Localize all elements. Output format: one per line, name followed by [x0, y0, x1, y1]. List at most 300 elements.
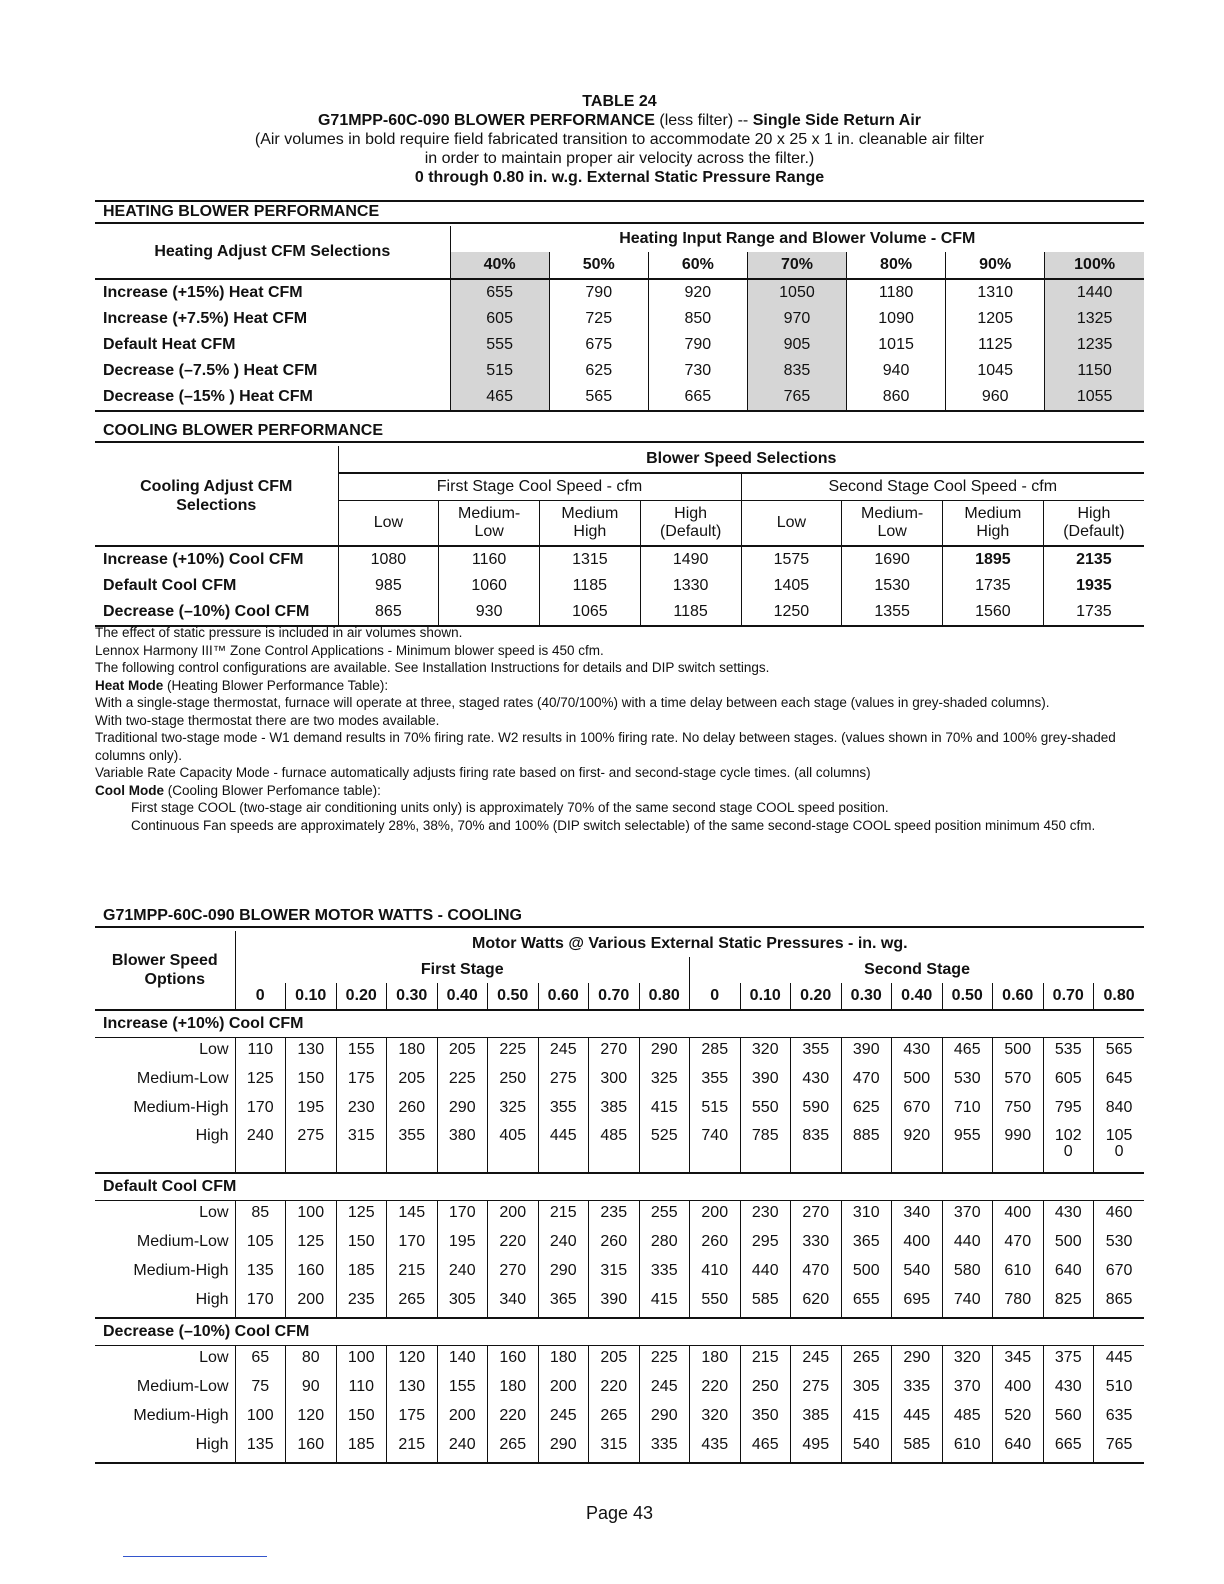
speed-option-label: Medium-High — [95, 1096, 235, 1125]
table-row — [95, 1259, 1144, 1288]
watts-first-stage: First Stage — [420, 961, 504, 978]
watts-cell: 795 — [1043, 1096, 1094, 1125]
watts-cell: 235 — [336, 1288, 387, 1318]
second-stage-header: Second Stage Cool Speed - cfm — [741, 473, 1144, 501]
cooling-cell: 1185 — [540, 573, 641, 599]
watts-cell: 215 — [387, 1259, 438, 1288]
note: Lennox Harmony III™ Zone Control Applications - Minimum blower speed is 450 cfm. — [95, 642, 604, 658]
watts-cell: 320 — [740, 1038, 791, 1068]
watts-cell: 200 — [437, 1404, 488, 1433]
watts-cell: 275 — [791, 1375, 842, 1404]
heating-cell: 790 — [549, 279, 648, 306]
cooling-cell: 1575 — [741, 546, 842, 573]
watts-cell: 180 — [538, 1346, 589, 1376]
heating-row-label: Increase (+7.5%) Heat CFM — [103, 310, 308, 327]
watts-cell: 265 — [589, 1404, 640, 1433]
watts-cell: 220 — [488, 1404, 539, 1433]
watts-cell: 390 — [589, 1288, 640, 1318]
watts-cell: 390 — [841, 1038, 892, 1068]
cooling-cell: 1935 — [1043, 573, 1144, 599]
heating-cell: 1325 — [1045, 306, 1144, 332]
watts-cell: 485 — [942, 1404, 993, 1433]
column-line: Medium — [964, 505, 1022, 522]
watts-cell: 430 — [791, 1067, 842, 1096]
watts-cell: 185 — [336, 1433, 387, 1463]
watts-cell: 780 — [993, 1288, 1044, 1318]
watts-cell: 840 — [1094, 1096, 1145, 1125]
watts-cell: 990 — [993, 1125, 1044, 1173]
watts-cell: 120 — [387, 1346, 438, 1376]
watts-cell: 345 — [993, 1346, 1044, 1376]
watts-cell: 220 — [488, 1230, 539, 1259]
heating-cell: 1125 — [946, 332, 1045, 358]
speed-option-label: High — [95, 1288, 235, 1318]
cooling-row-label: Decrease (–10%) Cool CFM — [95, 599, 338, 626]
watts-cell: 270 — [589, 1038, 640, 1068]
watts-cell: 290 — [538, 1259, 589, 1288]
watts-cell: 315 — [336, 1125, 387, 1173]
table-row — [95, 1230, 1144, 1259]
watts-cell: 155 — [437, 1375, 488, 1404]
watts-cell: 355 — [387, 1125, 438, 1173]
cool-mode-label: Cool Mode — [95, 782, 164, 798]
watts-cell: 435 — [690, 1433, 741, 1463]
watts-cell: 330 — [791, 1230, 842, 1259]
pressure-header: 0.80 — [1094, 983, 1145, 1010]
watts-cell: 470 — [993, 1230, 1044, 1259]
watts-cell: 385 — [589, 1096, 640, 1125]
cooling-column-header — [338, 501, 439, 547]
speed-option-label: Medium-Low — [95, 1230, 235, 1259]
heating-cell: 625 — [549, 358, 648, 384]
watts-second-stage: Second Stage — [690, 957, 1145, 983]
watts-cell: 515 — [690, 1096, 741, 1125]
speed-option-label: Low — [95, 1038, 235, 1068]
pressure-header: 0.40 — [892, 983, 943, 1010]
heating-cell: 970 — [747, 306, 846, 332]
watts-cell: 585 — [892, 1433, 943, 1463]
watts-cell: 280 — [639, 1230, 690, 1259]
watts-cell: 335 — [639, 1433, 690, 1463]
watts-cell: 195 — [437, 1230, 488, 1259]
heating-cell: 1310 — [946, 279, 1045, 306]
table-row — [95, 306, 1144, 332]
watts-cell: 130 — [286, 1038, 337, 1068]
watts-cell: 340 — [892, 1201, 943, 1231]
watts-cell: 670 — [1094, 1259, 1145, 1288]
heating-cell: 675 — [549, 332, 648, 358]
table-row — [95, 1201, 1144, 1231]
heating-cell: 850 — [648, 306, 747, 332]
table-header — [95, 92, 1144, 187]
speed-option-label: Medium-High — [95, 1259, 235, 1288]
watts-cell: 655 — [841, 1288, 892, 1318]
cooling-cell: 1355 — [842, 599, 943, 626]
heating-cell: 920 — [648, 279, 747, 306]
cooling-cell: 1735 — [1043, 599, 1144, 626]
watts-cell: 315 — [589, 1259, 640, 1288]
watts-row-header-line: Blower Speed — [111, 952, 218, 969]
table-row — [95, 1433, 1144, 1463]
heating-cell: 515 — [450, 358, 549, 384]
heating-cell: 1055 — [1045, 384, 1144, 411]
watts-cell: 670 — [892, 1096, 943, 1125]
pressure-header: 0.40 — [437, 983, 488, 1010]
speed-option-label: High — [95, 1125, 235, 1173]
cooling-cell: 1160 — [439, 546, 540, 573]
watts-cell: 640 — [993, 1433, 1044, 1463]
watts-group-row — [95, 1010, 1144, 1038]
table-row — [95, 1288, 1144, 1318]
cooling-cell: 1560 — [943, 599, 1044, 626]
heat-mode-text: (Heating Blower Performance Table): — [163, 677, 389, 693]
watts-cell: 180 — [488, 1375, 539, 1404]
watts-cell: 750 — [993, 1096, 1044, 1125]
cooling-column-header — [943, 501, 1044, 547]
watts-cell: 265 — [488, 1433, 539, 1463]
watts-cell: 135 — [246, 1262, 274, 1279]
watts-cell: 335 — [639, 1259, 690, 1288]
heating-cell: 1440 — [1045, 279, 1144, 306]
watts-cell: 260 — [690, 1230, 741, 1259]
watts-cell: 175 — [336, 1067, 387, 1096]
pressure-range: 0 through 0.80 in. w.g. External Static Pressure Range — [414, 169, 825, 186]
table-row — [95, 1096, 1144, 1125]
watts-cell: 245 — [639, 1375, 690, 1404]
watts-cell: 325 — [639, 1067, 690, 1096]
title-qualifier: (less filter) -- — [654, 112, 753, 129]
column-line: Medium- — [861, 505, 924, 522]
pressure-header: 0.80 — [639, 983, 690, 1010]
watts-cell: 105 0 — [1094, 1125, 1145, 1173]
page-number: Page 43 — [585, 1503, 654, 1523]
watts-cell: 570 — [993, 1067, 1044, 1096]
watts-cell: 585 — [740, 1288, 791, 1318]
watts-cell: 305 — [437, 1288, 488, 1318]
watts-cell: 560 — [1043, 1404, 1094, 1433]
heating-column-header: 100% — [1045, 252, 1144, 279]
watts-cell: 765 — [1094, 1433, 1145, 1463]
heating-table — [95, 226, 1144, 412]
pressure-header: 0 — [235, 983, 286, 1010]
note: Traditional two-stage mode - W1 demand results in 70% firing rate. W2 results in 100% firing rate. No delay between stages. (values shown in 70% and 100% grey-shaded columns only). — [95, 730, 1116, 763]
watts-cell: 230 — [336, 1096, 387, 1125]
watts-cell: 380 — [437, 1125, 488, 1173]
cooling-cell: 985 — [338, 573, 439, 599]
watts-cell: 200 — [286, 1288, 337, 1318]
watts-cell: 130 — [387, 1375, 438, 1404]
cooling-row-label: Default Cool CFM — [103, 577, 237, 594]
watts-cell: 150 — [286, 1067, 337, 1096]
watts-cell: 240 — [437, 1259, 488, 1288]
heating-cell: 940 — [847, 358, 946, 384]
speed-option-label: Medium-Low — [95, 1375, 235, 1404]
cooling-row-header-line: Cooling Adjust CFM — [140, 477, 293, 495]
watts-cell: 250 — [488, 1067, 539, 1096]
note: The effect of static pressure is included in air volumes shown. — [95, 625, 463, 640]
watts-cell: 80 — [286, 1346, 337, 1376]
pressure-header: 0.70 — [589, 983, 640, 1010]
watts-cell: 385 — [791, 1404, 842, 1433]
watts-cell: 85 — [251, 1204, 270, 1221]
table-row — [95, 1404, 1144, 1433]
note: With a single-stage thermostat, furnace will operate at three, staged rates (40/70/100%) with a time delay between each stage (values in grey-shaded columns). — [95, 695, 1050, 710]
note: First stage COOL (two-stage air conditioning units only) is approximately 70% of the same second stage COOL speed position. — [131, 800, 889, 815]
heating-group-header: Heating Input Range and Blower Volume - CFM — [450, 226, 1144, 252]
watts-cell: 610 — [993, 1259, 1044, 1288]
watts-cell: 605 — [1043, 1067, 1094, 1096]
watts-cell: 140 — [437, 1346, 488, 1376]
watts-cell: 110 — [247, 1041, 273, 1058]
table-row — [95, 573, 1144, 599]
cooling-cell: 1060 — [439, 573, 540, 599]
heat-mode-note — [95, 677, 1144, 695]
watts-cell: 160 — [286, 1433, 337, 1463]
watts-cell: 155 — [336, 1038, 387, 1068]
watts-cell: 695 — [892, 1288, 943, 1318]
watts-cell: 665 — [1043, 1433, 1094, 1463]
watts-cell: 290 — [892, 1346, 943, 1376]
cooling-column-header — [741, 501, 842, 547]
heating-cell: 1235 — [1045, 332, 1144, 358]
heating-cell: 465 — [450, 384, 549, 411]
watts-group-label: Decrease (–10%) Cool CFM — [95, 1318, 1144, 1346]
pressure-header: 0.50 — [942, 983, 993, 1010]
heating-cell: 665 — [648, 384, 747, 411]
watts-cell: 200 — [488, 1201, 539, 1231]
watts-cell: 290 — [538, 1433, 589, 1463]
watts-cell: 195 — [286, 1096, 337, 1125]
note: With two-stage thermostat there are two modes available. — [95, 712, 440, 728]
heating-row-label: Default Heat CFM — [103, 336, 236, 353]
watts-group-row — [95, 1318, 1144, 1346]
note: Variable Rate Capacity Mode - furnace automatically adjusts firing rate based on first- and second-stage cycle times. (all columns) — [95, 765, 871, 780]
heating-cell: 1180 — [847, 279, 946, 306]
watts-cell: 390 — [740, 1067, 791, 1096]
watts-cell: 320 — [690, 1404, 741, 1433]
cooling-column-header — [439, 501, 540, 547]
watts-cell: 110 — [336, 1375, 387, 1404]
bottom-rule — [123, 1556, 267, 1557]
watts-cell: 405 — [488, 1125, 539, 1173]
watts-cell: 175 — [387, 1404, 438, 1433]
watts-cell: 225 — [488, 1038, 539, 1068]
watts-cell: 100 — [246, 1407, 274, 1424]
cool-mode-note — [95, 782, 1144, 800]
watts-cell: 460 — [1094, 1201, 1145, 1231]
watts-cell: 125 — [246, 1070, 274, 1087]
watts-cell: 445 — [538, 1125, 589, 1173]
heating-cell: 860 — [847, 384, 946, 411]
watts-cell: 535 — [1043, 1038, 1094, 1068]
watts-cell: 835 — [791, 1125, 842, 1173]
column-line: Low — [776, 514, 807, 531]
column-line: High — [674, 505, 708, 522]
watts-cell: 320 — [942, 1346, 993, 1376]
heating-cell: 1045 — [946, 358, 1045, 384]
watts-cell: 355 — [690, 1067, 741, 1096]
cooling-cell: 1315 — [540, 546, 641, 573]
watts-cell: 350 — [740, 1404, 791, 1433]
table-row — [95, 358, 1144, 384]
note: The following control configurations are available. See Installation Instructions for details and DIP switch settings. — [95, 660, 770, 675]
watts-cell: 300 — [589, 1067, 640, 1096]
watts-cell: 275 — [538, 1067, 589, 1096]
watts-stage-row — [95, 957, 1144, 983]
cooling-column-header — [842, 501, 943, 547]
column-line: Low — [474, 523, 504, 540]
watts-cell: 205 — [589, 1346, 640, 1376]
speed-option-label: Medium-Low — [95, 1067, 235, 1096]
cooling-column-header — [640, 501, 741, 547]
watts-cell: 290 — [639, 1404, 690, 1433]
column-line: High — [573, 523, 607, 540]
heating-cell: 1050 — [747, 279, 846, 306]
watts-cell: 785 — [740, 1125, 791, 1173]
pressure-header: 0.70 — [1043, 983, 1094, 1010]
watts-cell: 355 — [538, 1096, 589, 1125]
watts-cell: 135 — [235, 1433, 286, 1463]
watts-cell: 100 — [336, 1346, 387, 1376]
watts-cell: 500 — [993, 1038, 1044, 1068]
table-row — [95, 599, 1144, 626]
watts-cell: 200 — [538, 1375, 589, 1404]
watts-cell: 540 — [841, 1433, 892, 1463]
watts-cell: 365 — [538, 1288, 589, 1318]
table-note-1: (Air volumes in bold require field fabricated transition to accommodate 20 x 25 x 1 in. cleanable air filter — [254, 131, 985, 148]
pressure-header: 0.60 — [993, 983, 1044, 1010]
watts-cell: 245 — [538, 1404, 589, 1433]
watts-cell: 415 — [639, 1288, 690, 1318]
watts-cell: 275 — [286, 1125, 337, 1173]
watts-cell: 270 — [488, 1259, 539, 1288]
heating-row-header: Heating Adjust CFM Selections — [95, 226, 450, 279]
heating-cell: 1015 — [847, 332, 946, 358]
watts-cell: 550 — [740, 1096, 791, 1125]
watts-cell: 740 — [942, 1288, 993, 1318]
watts-cell: 65 — [251, 1349, 270, 1366]
watts-cell: 415 — [639, 1096, 690, 1125]
column-line: (Default) — [1063, 523, 1125, 540]
column-line: (Default) — [659, 523, 722, 540]
pressure-header: 0.10 — [740, 983, 791, 1010]
watts-cell: 355 — [791, 1038, 842, 1068]
cooling-header-row — [95, 446, 1144, 473]
watts-cell: 240 — [235, 1125, 286, 1173]
heating-row-label: Decrease (–7.5% ) Heat CFM — [103, 362, 318, 379]
heating-cell: 605 — [450, 306, 549, 332]
watts-cell: 270 — [791, 1201, 842, 1231]
watts-cell: 325 — [488, 1096, 539, 1125]
watts-cell: 620 — [791, 1288, 842, 1318]
watts-cell: 825 — [1043, 1288, 1094, 1318]
watts-cell: 180 — [690, 1346, 741, 1376]
heating-row-label: Increase (+15%) Heat CFM — [103, 284, 303, 301]
heating-cell: 565 — [549, 384, 648, 411]
watts-cell: 430 — [892, 1038, 943, 1068]
watts-cell: 370 — [942, 1375, 993, 1404]
heating-section-title: HEATING BLOWER PERFORMANCE — [95, 200, 1144, 224]
watts-cell: 445 — [892, 1404, 943, 1433]
watts-cell: 465 — [942, 1038, 993, 1068]
pressure-header: 0.20 — [336, 983, 387, 1010]
watts-cell: 340 — [488, 1288, 539, 1318]
heating-column-header: 60% — [648, 252, 747, 279]
note: Continuous Fan speeds are approximately 28%, 38%, 70% and 100% (DIP switch selectable) of the same second-stage COOL speed position minimum 450 cfm. — [131, 817, 1096, 833]
cooling-cell: 865 — [338, 599, 439, 626]
watts-cell: 305 — [841, 1375, 892, 1404]
watts-cell: 205 — [437, 1038, 488, 1068]
watts-header-row — [95, 931, 1144, 957]
cooling-row-label: Increase (+10%) Cool CFM — [103, 551, 304, 568]
watts-cell: 290 — [437, 1096, 488, 1125]
heating-header-row — [95, 226, 1144, 252]
table-row — [95, 384, 1144, 411]
watts-cell: 250 — [740, 1375, 791, 1404]
table-row — [95, 1125, 1144, 1173]
watts-cell: 410 — [690, 1259, 741, 1288]
cooling-column-header — [1043, 501, 1144, 547]
cooling-row-header — [95, 446, 338, 546]
watts-cell: 245 — [791, 1346, 842, 1376]
cooling-cell: 1690 — [842, 546, 943, 573]
watts-cell: 102 0 — [1043, 1125, 1094, 1173]
watts-cell: 500 — [892, 1067, 943, 1096]
cooling-row-header-line: Selections — [176, 496, 257, 514]
heating-cell: 1090 — [847, 306, 946, 332]
heating-cell: 1205 — [946, 306, 1045, 332]
watts-cell: 295 — [740, 1230, 791, 1259]
column-line: Low — [373, 514, 404, 531]
watts-cell: 290 — [639, 1038, 690, 1068]
heating-cell: 1150 — [1045, 358, 1144, 384]
heating-cell: 835 — [747, 358, 846, 384]
speed-option-label: Low — [95, 1201, 235, 1231]
cooling-cell: 1065 — [540, 599, 641, 626]
watts-cell: 580 — [942, 1259, 993, 1288]
cooling-cell: 930 — [439, 599, 540, 626]
watts-group-row — [95, 1173, 1144, 1201]
watts-cell: 265 — [387, 1288, 438, 1318]
watts-cell: 170 — [235, 1288, 286, 1318]
watts-cell: 240 — [437, 1433, 488, 1463]
watts-cell: 170 — [437, 1201, 488, 1231]
table-row — [95, 332, 1144, 358]
watts-cell: 215 — [387, 1433, 438, 1463]
cooling-cell: 1330 — [640, 573, 741, 599]
table-title — [95, 111, 1144, 130]
watts-cell: 445 — [1094, 1346, 1145, 1376]
watts-cell: 485 — [589, 1125, 640, 1173]
watts-row-header — [95, 931, 235, 1010]
cooling-cell: 1080 — [338, 546, 439, 573]
watts-cell: 645 — [1094, 1067, 1145, 1096]
speed-option-label: High — [95, 1433, 235, 1463]
watts-cell: 335 — [892, 1375, 943, 1404]
watts-cell: 525 — [639, 1125, 690, 1173]
heating-column-header: 50% — [549, 252, 648, 279]
heating-column-header: 90% — [946, 252, 1045, 279]
watts-cell: 90 — [286, 1375, 337, 1404]
column-line: Medium- — [458, 505, 521, 522]
watts-cell: 260 — [387, 1096, 438, 1125]
cooling-cell: 1405 — [741, 573, 842, 599]
watts-cell: 75 — [251, 1378, 270, 1395]
watts-cell: 285 — [690, 1038, 741, 1068]
watts-cell: 440 — [942, 1230, 993, 1259]
watts-cell: 160 — [488, 1346, 539, 1376]
heating-cell: 790 — [648, 332, 747, 358]
